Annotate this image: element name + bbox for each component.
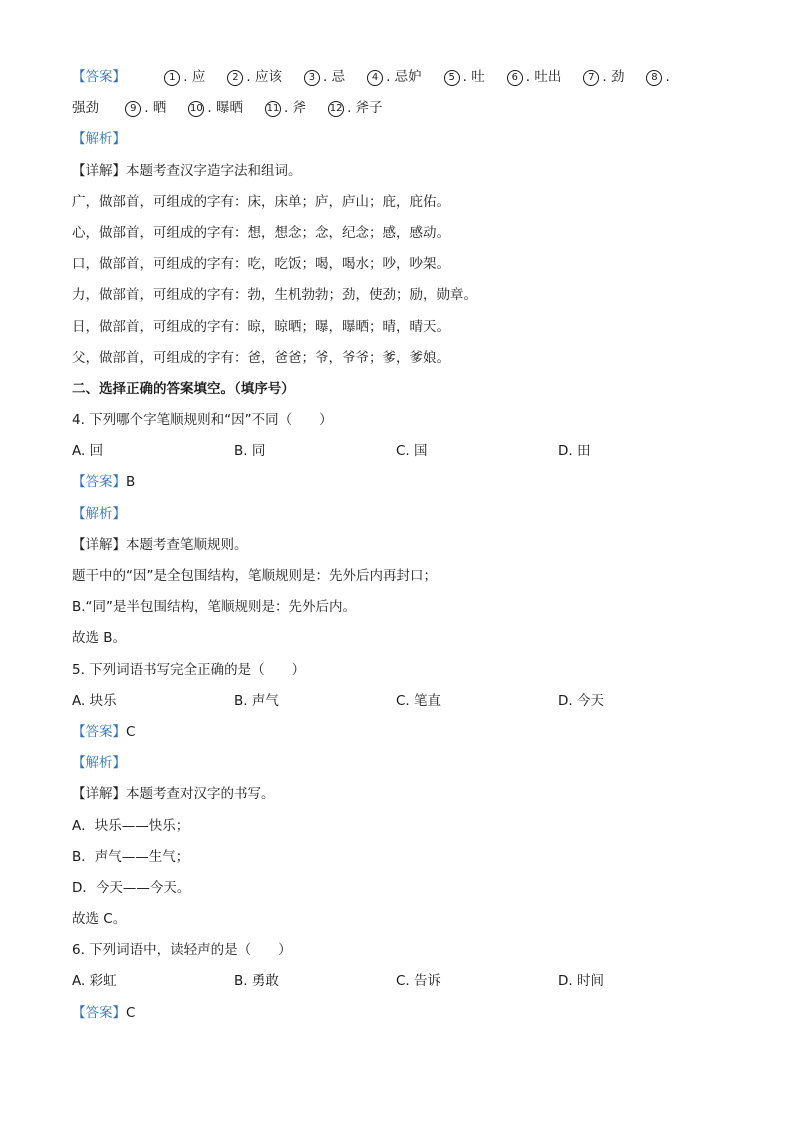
answer-text: . 忌妒 — [386, 69, 422, 85]
radical-line: 力，做部首，可组成的字有：勃，生机勃勃；劲，使劲；励，勋章。 — [72, 287, 477, 304]
answer-text: . 吐 — [462, 69, 485, 85]
radical-line: 父，做部首，可组成的字有：爸，爸爸；爷，爷爷；爹，爹娘。 — [72, 349, 450, 366]
answer-value: C — [126, 723, 136, 740]
answer-item — [646, 62, 669, 93]
circled-number: 3 — [304, 70, 320, 86]
detail-line: 故选 C。 — [72, 911, 127, 928]
answer-item — [265, 93, 306, 124]
answer-item — [188, 93, 243, 124]
question-6: 6. 下列词语中，读轻声的是（ ） — [72, 942, 292, 959]
answer-item — [328, 93, 383, 124]
option-c: C. 告诉 — [396, 973, 442, 990]
answer-text: . 吐出 — [525, 69, 562, 85]
answer-value: C — [126, 1004, 136, 1021]
q6-answer — [72, 998, 732, 1029]
answer-item — [367, 62, 422, 93]
detail-text: 本题考查汉字造字法和组词。 — [126, 162, 302, 179]
answer-item — [444, 62, 485, 93]
answer-item — [125, 93, 166, 124]
answer-text: . 应 — [183, 69, 206, 85]
analysis-tag: 【解析】 — [72, 755, 126, 772]
detail-line: B.“同”是半包围结构，笔顺规则是：先外后内。 — [72, 599, 357, 616]
answer-text: . 斧 — [283, 100, 307, 117]
detail-tag: 【详解】 — [72, 786, 126, 803]
option-a: A. 块乐 — [72, 692, 117, 709]
q3-answer-line-2 — [72, 93, 732, 124]
detail-tag: 【详解】 — [72, 162, 126, 179]
circled-number: 10 — [188, 101, 204, 117]
detail-text: 本题考查对汉字的书写。 — [126, 786, 275, 803]
detail-line: A．块乐——快乐； — [72, 817, 190, 834]
option-b: B. 同 — [234, 443, 266, 460]
answer-text: 强劲 — [72, 100, 99, 117]
radical-line: 日，做部首，可组成的字有：晾，晾晒；曝，曝晒；晴，晴天。 — [72, 318, 450, 335]
answer-tag: 【答案】 — [72, 69, 126, 85]
q5-answer — [72, 717, 732, 748]
detail-line — [72, 156, 732, 187]
answer-tag: 【答案】 — [72, 1004, 126, 1021]
answer-item — [164, 62, 205, 93]
answer-tag: 【答案】 — [72, 474, 126, 491]
circled-number: 1 — [164, 70, 180, 86]
question-5: 5. 下列词语书写完全正确的是（ ） — [72, 661, 306, 678]
answer-text: . 忌 — [322, 69, 346, 85]
detail-line — [72, 530, 732, 561]
circled-number: 2 — [227, 70, 243, 86]
analysis-tag: 【解析】 — [72, 131, 126, 148]
detail-line — [72, 779, 732, 810]
option-c: C. 国 — [396, 443, 428, 460]
option-d: D. 今天 — [558, 692, 604, 709]
detail-line: B．声气——生气； — [72, 848, 190, 865]
answer-text: . 曝晒 — [207, 100, 243, 117]
option-b: B. 声气 — [234, 692, 279, 709]
answer-text: . 晒 — [144, 100, 167, 117]
q4-answer — [72, 467, 732, 498]
document-page — [72, 62, 732, 1029]
section-heading: 二、选择正确的答案填空。（填序号） — [72, 380, 295, 397]
answer-tag: 【答案】 — [72, 723, 126, 740]
q4-options — [72, 436, 732, 467]
option-b: B. 勇敢 — [234, 973, 279, 990]
answer-item — [227, 62, 282, 93]
circled-number: 7 — [583, 70, 599, 86]
detail-line: 故选 B。 — [72, 630, 127, 647]
option-d: D. 时间 — [558, 973, 604, 990]
q3-answer-line-1 — [72, 62, 732, 93]
answer-text: . 斧子 — [347, 100, 383, 117]
option-d: D. 田 — [558, 443, 591, 460]
circled-number: 5 — [444, 70, 460, 86]
q5-options — [72, 686, 732, 717]
answer-text: . 应该 — [246, 69, 282, 85]
detail-tag: 【详解】 — [72, 536, 126, 553]
q6-options — [72, 966, 732, 997]
radical-line: 广，做部首，可组成的字有：床，床单；庐，庐山；庇，庇佑。 — [72, 193, 450, 210]
analysis-tag: 【解析】 — [72, 505, 126, 522]
circled-number: 8 — [646, 70, 662, 86]
answer-text: . — [665, 69, 670, 85]
option-c: C. 笔直 — [396, 692, 442, 709]
option-a: A. 彩虹 — [72, 973, 117, 990]
detail-line: D．今天——今天。 — [72, 879, 191, 896]
answer-item — [583, 62, 624, 93]
detail-text: 本题考查笔顺规则。 — [126, 536, 248, 553]
answer-item — [507, 62, 562, 93]
detail-line: 题干中的“因”是全包围结构，笔顺规则是：先外后内再封口； — [72, 568, 437, 584]
circled-number: 9 — [125, 101, 141, 117]
circled-number: 11 — [265, 101, 281, 117]
circled-number: 12 — [328, 101, 344, 117]
answer-text: . 劲 — [602, 69, 625, 85]
circled-number: 4 — [367, 70, 383, 86]
answer-item — [304, 62, 345, 93]
radical-line: 心，做部首，可组成的字有：想，想念；念，纪念；感，感动。 — [72, 224, 450, 241]
answer-value: B — [126, 474, 136, 491]
radical-line: 口，做部首，可组成的字有：吃，吃饭；喝，喝水；吵，吵架。 — [72, 256, 450, 273]
circled-number: 6 — [507, 70, 523, 86]
option-a: A. 回 — [72, 443, 104, 460]
question-4: 4. 下列哪个字笔顺规则和“因”不同（ ） — [72, 412, 333, 429]
